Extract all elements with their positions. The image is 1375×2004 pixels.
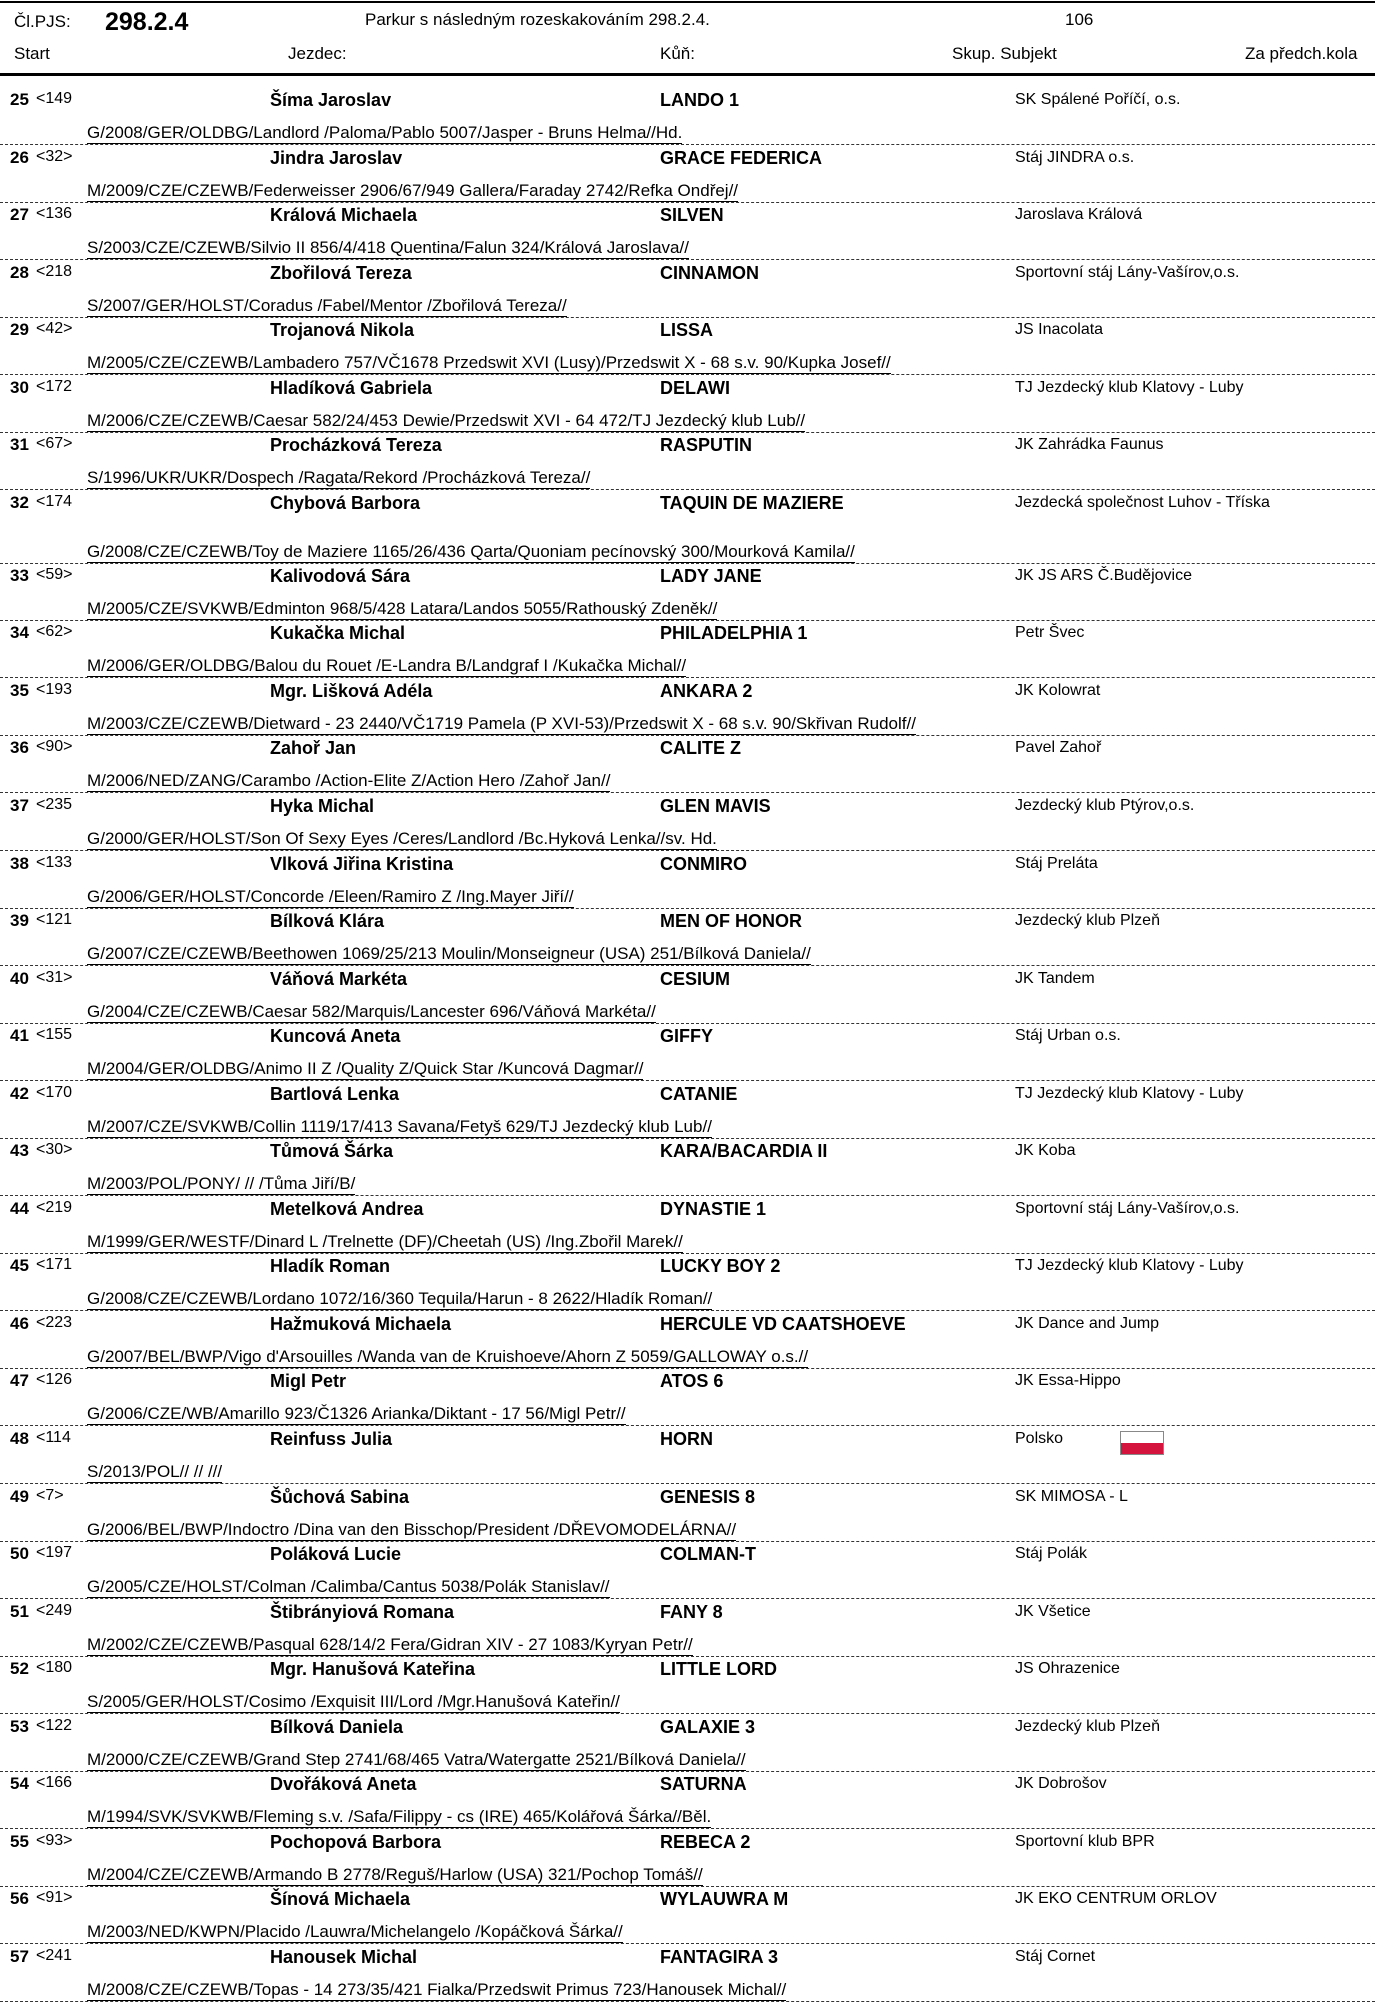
bib-number: <193 [36,680,73,698]
header-top-rule [0,1,1375,3]
horse-name: SATURNA [660,1774,747,1795]
pjs-label: Čl.PJS: [14,12,71,31]
rider-name: Hažmuková Michaela [270,1313,452,1334]
rider-name: Trojanová Nikola [270,320,415,341]
horse-pedigree: G/2006/BEL/BWP/Indoctro /Dina van den Bisschop/President /DŘEVOMODELÁRNA// [87,1519,737,1539]
column-horse: Kůň: [660,44,695,63]
horse-pedigree: S/2013/POL// // /// [87,1462,223,1482]
horse-name: CATANIE [660,1083,738,1104]
horse-pedigree: M/2003/NED/KWPN/Placido /Lauwra/Michelangelo /Kopáčková Šárka// [87,1922,623,1942]
horse-name: HERCULE VD CAATSHOEVE [660,1313,906,1334]
start-number: 26 [10,147,29,167]
horse-pedigree: M/2009/CZE/CZEWB/Federweisser 2906/67/949 Gallera/Faraday 2742/Refka Ondřej// [87,180,739,200]
rider-name: Dvořáková Aneta [270,1774,417,1795]
bib-number: <155 [36,1026,73,1044]
horse-name: SILVEN [660,205,724,226]
bib-number: <114 [36,1429,71,1447]
horse-pedigree: M/2006/NED/ZANG/Carambo /Action-Elite Z/Action Hero /Zahoř Jan// [87,771,611,791]
horse-name: TAQUIN DE MAZIERE [660,492,844,513]
list-item [0,852,1375,910]
bib-number: <62> [36,623,73,641]
pedigree-line [0,821,1375,851]
list-item [0,376,1375,434]
bib-number: <171 [36,1256,73,1274]
pedigree-line [0,173,1375,203]
start-number: 38 [10,853,29,873]
column-rider: Jezdec: [288,44,347,63]
club-name: Sportovní klub BPR [1015,1832,1155,1850]
start-number: 50 [10,1544,29,1564]
list-item [0,318,1375,376]
list-item [0,621,1375,679]
list-item [0,736,1375,794]
horse-name: LADY JANE [660,565,762,586]
bib-number: <67> [36,435,73,453]
horse-pedigree: M/2007/CZE/SVKWB/Collin 1119/17/413 Savana/Fetyš 629/TJ Jezdecký klub Lub// [87,1116,712,1136]
list-item [0,203,1375,261]
pedigree-line [0,1742,1375,1772]
header-bottom-rule [0,73,1375,76]
list-item [0,88,1375,146]
club-name: TJ Jezdecký klub Klatovy - Luby [1015,1084,1244,1102]
rider-name: Hladík Roman [270,1256,391,1277]
list-item [0,1197,1375,1255]
rider-name: Bílková Klára [270,911,385,932]
horse-pedigree: G/2008/CZE/CZEWB/Toy de Maziere 1165/26/436 Qarta/Quoniam pecínovský 300/Mourková Kamila// [87,541,855,561]
horse-name: DELAWI [660,377,730,398]
start-number: 52 [10,1659,29,1679]
start-number: 30 [10,377,29,397]
pedigree-line [0,1569,1375,1599]
rider-name: Šíma Jaroslav [270,90,392,110]
horse-name: GLEN MAVIS [660,796,771,817]
start-number: 25 [10,90,29,109]
pedigree-line [0,936,1375,966]
pjs-number: 298.2.4 [105,8,189,36]
column-start: Start [14,44,50,63]
pedigree-line [0,345,1375,375]
rider-name: Vlková Jiřina Kristina [270,853,454,874]
rider-name: Kukačka Michal [270,623,406,644]
horse-pedigree: M/1999/GER/WESTF/Dinard L /Trelnette (DF)/Cheetah (US) /Ing.Zbořil Marek// [87,1231,683,1251]
rider-name: Šínová Michaela [270,1889,411,1910]
pedigree-line [0,534,1375,564]
club-name: Pavel Zahoř [1015,739,1102,757]
pedigree-line [0,1914,1375,1944]
club-name: JK Zahrádka Faunus [1015,436,1164,454]
club-name: Stáj Urban o.s. [1015,1027,1121,1045]
club-name: TJ Jezdecký klub Klatovy - Luby [1015,378,1244,396]
bib-number: <7> [36,1486,64,1504]
list-item [0,261,1375,319]
horse-pedigree: M/2004/CZE/CZEWB/Armando B 2778/Reguš/Harlow (USA) 321/Pochop Tomáš// [87,1864,703,1884]
horse-pedigree: M/2004/GER/OLDBG/Animo II Z /Quality Z/Quick Star /Kuncová Dagmar// [87,1059,644,1079]
horse-pedigree: M/2002/CZE/CZEWB/Pasqual 628/14/2 Fera/Gidran XIV - 27 1083/Kyryan Petr// [87,1634,693,1654]
bib-number: <166 [36,1774,73,1792]
pedigree-line [0,706,1375,736]
bib-number: <136 [36,205,73,223]
club-name: Petr Švec [1015,624,1085,642]
list-item [0,1369,1375,1427]
bib-number: <241 [36,1946,73,1964]
club-name: JK Koba [1015,1142,1076,1160]
horse-name: COLMAN-T [660,1544,756,1565]
horse-pedigree: M/2006/GER/OLDBG/Balou du Rouet /E-Landra B/Landgraf I /Kukačka Michal// [87,656,687,676]
competition-title: Parkur s následným rozeskakováním 298.2.4. [365,10,710,29]
horse-name: LITTLE LORD [660,1659,777,1680]
bib-number: <93> [36,1831,73,1849]
horse-name: KARA/BACARDIA II [660,1141,828,1162]
horse-name: CINNAMON [660,262,759,283]
rider-name: Zbořilová Tereza [270,262,412,283]
club-name: Jezdecký klub Plzeň [1015,912,1160,930]
bib-number: <32> [36,147,73,165]
list-item [0,1657,1375,1715]
rider-name: Šůchová Sabina [270,1486,410,1507]
start-number: 45 [10,1256,29,1276]
club-name: Sportovní stáj Lány-Vašírov,o.s. [1015,1199,1240,1217]
club-name: JK Dobrošov [1015,1775,1107,1793]
horse-pedigree: M/2003/POL/PONY/ // /Tůma Jiří/B/ [87,1174,356,1194]
horse-name: LISSA [660,320,714,341]
start-number: 55 [10,1831,29,1851]
rider-name: Kalivodová Sára [270,565,411,586]
bib-number: <219 [36,1198,73,1216]
bib-number: <223 [36,1313,73,1331]
start-number: 56 [10,1889,29,1909]
start-number: 36 [10,738,29,758]
horse-pedigree: G/2005/CZE/HOLST/Colman /Calimba/Cantus 5038/Polák Stanislav// [87,1577,610,1597]
horse-name: GRACE FEDERICA [660,147,823,168]
rider-name: Bílková Daniela [270,1716,404,1737]
bib-number: <174 [36,492,73,510]
pedigree-line [0,648,1375,678]
horse-pedigree: G/2007/BEL/BWP/Vigo d'Arsouilles /Wanda van de Kruishoeve/Ahorn Z 5059/GALLOWAY o.s.// [87,1346,809,1366]
list-item [0,1485,1375,1543]
horse-pedigree: S/1996/UKR/UKR/Dospech /Ragata/Rekord /Procházková Tereza// [87,468,591,488]
horse-pedigree: G/2006/GER/HOLST/Concorde /Eleen/Ramiro Z /Ing.Mayer Jiří// [87,886,574,906]
horse-pedigree: G/2000/GER/HOLST/Son Of Sexy Eyes /Ceres/Landlord /Bc.Hyková Lenka//sv. Hd. [87,829,717,849]
bib-number: <249 [36,1601,73,1619]
bib-number: <122 [36,1716,73,1734]
club-name: SK MIMOSA - L [1015,1487,1128,1505]
rider-name: Kuncová Aneta [270,1026,401,1047]
start-number: 27 [10,205,29,225]
club-name: Stáj Polák [1015,1545,1088,1563]
start-number: 53 [10,1716,29,1736]
bib-number: <218 [36,262,73,280]
pedigree-line [0,879,1375,909]
horse-name: HORN [660,1429,713,1450]
pedigree-line [0,1799,1375,1829]
club-name: JK EKO CENTRUM ORLOV [1015,1890,1217,1908]
list-item [0,1254,1375,1312]
poland-flag-icon [1120,1431,1164,1455]
horse-name: ATOS 6 [660,1371,724,1392]
start-number: 44 [10,1198,29,1218]
entry-count: 106 [1065,10,1094,29]
list-item [0,1887,1375,1945]
horse-name: RASPUTIN [660,435,753,456]
pedigree-line [0,1281,1375,1311]
rider-name: Štibrányiová Romana [270,1601,455,1622]
bib-number: <30> [36,1141,73,1159]
horse-pedigree: G/2007/CZE/CZEWB/Beethowen 1069/25/213 Moulin/Monseigneur (USA) 251/Bílková Daniela// [87,944,811,964]
pedigree-line [0,1454,1375,1484]
bib-number: <121 [36,911,73,929]
pedigree-line [0,1166,1375,1196]
rider-name: Reinfuss Julia [270,1429,393,1450]
start-number: 35 [10,680,29,700]
bib-number: <172 [36,377,73,395]
club-name: Polsko [1015,1430,1064,1448]
start-number: 29 [10,320,29,340]
horse-pedigree: G/2006/CZE/WB/Amarillo 923/Č1326 Arianka/Diktant - 17 56/Migl Petr// [87,1404,626,1424]
horse-name: CONMIRO [660,853,747,874]
pedigree-line [0,1109,1375,1139]
bib-number: <90> [36,738,73,756]
horse-name: FANTAGIRA 3 [660,1946,779,1967]
start-number: 47 [10,1371,29,1391]
club-name: JK JS ARS Č.Budějovice [1015,566,1192,584]
list-item [0,491,1375,564]
start-number: 48 [10,1429,29,1449]
start-number: 42 [10,1083,29,1103]
horse-pedigree: M/2003/CZE/CZEWB/Dietward - 23 2440/VČ1719 Pamela (P XVI-53)/Przedswit X - 68 s.v. 90/Skřivan Rudolf// [87,713,916,733]
rider-name: Mgr. Hanušová Kateřina [270,1659,476,1680]
rider-name: Metelková Andrea [270,1198,424,1219]
club-name: JK Essa-Hippo [1015,1372,1121,1390]
horse-pedigree: G/2008/GER/OLDBG/Landlord /Paloma/Pablo 5007/Jasper - Bruns Helma//Hd. [87,123,683,142]
pedigree-line [0,460,1375,490]
rider-name: Mgr. Lišková Adéla [270,680,433,701]
club-name: Jezdecká společnost Luhov - Tříska [1015,493,1270,511]
list-item [0,1024,1375,1082]
bib-number: <133 [36,853,73,871]
pedigree-line [0,1224,1375,1254]
pedigree-line [0,1857,1375,1887]
start-number: 31 [10,435,29,455]
pedigree-line [0,115,1375,145]
rider-name: Váňová Markéta [270,968,408,989]
horse-name: DYNASTIE 1 [660,1198,767,1219]
start-number: 41 [10,1026,29,1046]
bib-number: <91> [36,1889,73,1907]
page-header [0,0,1375,80]
pedigree-line [0,1051,1375,1081]
horse-pedigree: G/2008/CZE/CZEWB/Lordano 1072/16/360 Tequila/Harun - 8 2622/Hladík Roman// [87,1289,713,1309]
start-number: 34 [10,623,29,643]
bib-number: <149 [36,90,73,107]
club-name: Sportovní stáj Lány-Vašírov,o.s. [1015,263,1240,281]
horse-name: REBECA 2 [660,1831,751,1852]
rider-name: Chybová Barbora [270,492,421,513]
club-name: Jaroslava Králová [1015,206,1143,224]
rider-name: Hladíková Gabriela [270,377,433,398]
list-item [0,433,1375,491]
horse-pedigree: M/2000/CZE/CZEWB/Grand Step 2741/68/465 Vatra/Watergatte 2521/Bílková Daniela// [87,1749,746,1769]
horse-pedigree: M/2005/CZE/SVKWB/Edminton 968/5/428 Latara/Landos 5055/Rathouský Zdeněk// [87,598,718,618]
pedigree-line [0,403,1375,433]
list-item [0,564,1375,622]
rider-name: Hanousek Michal [270,1946,418,1967]
start-number: 51 [10,1601,29,1621]
start-number: 40 [10,968,29,988]
rider-name: Migl Petr [270,1371,347,1392]
horse-pedigree: M/2005/CZE/CZEWB/Lambadero 757/VČ1678 Przedswit XVI (Lusy)/Przedswit X - 68 s.v. 90/Kupka Josef// [87,353,891,373]
pedigree-line [0,288,1375,318]
list-item [0,1945,1375,2003]
horse-pedigree: S/2005/GER/HOLST/Cosimo /Exquisit III/Lord /Mgr.Hanušová Kateřin// [87,1692,620,1712]
list-item [0,1830,1375,1888]
rider-name: Zahoř Jan [270,738,357,759]
list-item [0,1139,1375,1197]
club-name: JS Inacolata [1015,321,1104,339]
horse-pedigree: M/1994/SVK/SVKWB/Fleming s.v. /Safa/Filippy - cs (IRE) 465/Kolářová Šárka//Běl. [87,1807,712,1827]
start-number: 37 [10,796,29,816]
start-number: 28 [10,262,29,282]
horse-pedigree: M/2008/CZE/CZEWB/Topas - 14 273/35/421 Fialka/Przedswit Primus 723/Hanousek Michal// [87,1979,787,1999]
horse-pedigree: S/2003/CZE/CZEWB/Silvio II 856/4/418 Quentina/Falun 324/Králová Jaroslava// [87,238,689,258]
bib-number: <235 [36,796,73,814]
horse-name: GIFFY [660,1026,713,1047]
start-number: 32 [10,492,29,512]
start-list [0,88,1375,2003]
bib-number: <31> [36,968,73,986]
horse-name: WYLAUWRA M [660,1889,789,1910]
rider-name: Tůmová Šárka [270,1141,394,1162]
rider-name: Hyka Michal [270,796,375,817]
horse-name: GALAXIE 3 [660,1716,756,1737]
list-item [0,1772,1375,1830]
list-item [0,1600,1375,1658]
rider-name: Bartlová Lenka [270,1083,400,1104]
bib-number: <180 [36,1659,73,1677]
club-name: Jezdecký klub Ptýrov,o.s. [1015,797,1195,815]
list-item [0,679,1375,737]
start-number: 49 [10,1486,29,1506]
pedigree-line [0,1972,1375,2002]
horse-name: LANDO 1 [660,90,740,110]
club-name: JK Všetice [1015,1602,1091,1620]
club-name: SK Spálené Poříčí, o.s. [1015,91,1181,108]
start-number: 54 [10,1774,29,1794]
list-item [0,1312,1375,1370]
club-name: Stáj JINDRA o.s. [1015,148,1135,166]
pedigree-line [0,1396,1375,1426]
club-name: JK Dance and Jump [1015,1314,1160,1332]
start-number: 46 [10,1313,29,1333]
start-number: 43 [10,1141,29,1161]
pedigree-line [0,230,1375,260]
pedigree-line [0,591,1375,621]
list-item [0,794,1375,852]
pedigree-line [0,1684,1375,1714]
start-number: 57 [10,1946,29,1966]
horse-name: CESIUM [660,968,731,989]
rider-name: Pochopová Barbora [270,1831,442,1852]
horse-name: MEN OF HONOR [660,911,802,932]
pedigree-line [0,1512,1375,1542]
horse-name: ANKARA 2 [660,680,753,701]
bib-number: <170 [36,1083,73,1101]
list-item [0,1715,1375,1773]
horse-name: LUCKY BOY 2 [660,1256,781,1277]
club-name: JK Kolowrat [1015,681,1101,699]
bib-number: <42> [36,320,73,338]
horse-name: GENESIS 8 [660,1486,756,1507]
list-item [0,909,1375,967]
list-item [0,146,1375,204]
list-item [0,1427,1375,1485]
list-item [0,1082,1375,1140]
horse-name: PHILADELPHIA 1 [660,623,808,644]
club-name: Stáj Cornet [1015,1947,1096,1965]
horse-pedigree: M/2006/CZE/CZEWB/Caesar 582/24/453 Dewie/Przedswit XVI - 64 472/TJ Jezdecký klub Lub// [87,410,806,430]
club-name: TJ Jezdecký klub Klatovy - Luby [1015,1257,1244,1275]
horse-pedigree: G/2004/CZE/CZEWB/Caesar 582/Marquis/Lancester 696/Váňová Markéta// [87,1001,656,1021]
club-name: Stáj Preláta [1015,854,1098,872]
bib-number: <197 [36,1544,73,1562]
club-name: Jezdecký klub Plzeň [1015,1717,1160,1735]
rider-name: Poláková Lucie [270,1544,402,1565]
rider-name: Králová Michaela [270,205,418,226]
column-previous-round: Za předch.kola [1245,44,1358,63]
bib-number: <59> [36,565,73,583]
list-item [0,967,1375,1025]
start-number: 39 [10,911,29,931]
horse-name: FANY 8 [660,1601,723,1622]
club-name: JK Tandem [1015,969,1095,987]
rider-name: Jindra Jaroslav [270,147,403,168]
horse-name: CALITE Z [660,738,741,759]
list-item [0,1542,1375,1600]
pedigree-line [0,994,1375,1024]
bib-number: <126 [36,1371,73,1389]
horse-pedigree: S/2007/GER/HOLST/Coradus /Fabel/Mentor /Zbořilová Tereza// [87,295,567,315]
club-name: JS Ohrazenice [1015,1660,1120,1678]
pedigree-line [0,763,1375,793]
start-number: 33 [10,565,29,585]
pedigree-line [0,1339,1375,1369]
column-group-subject: Skup. Subjekt [952,44,1057,63]
rider-name: Procházková Tereza [270,435,442,456]
pedigree-line [0,1627,1375,1657]
